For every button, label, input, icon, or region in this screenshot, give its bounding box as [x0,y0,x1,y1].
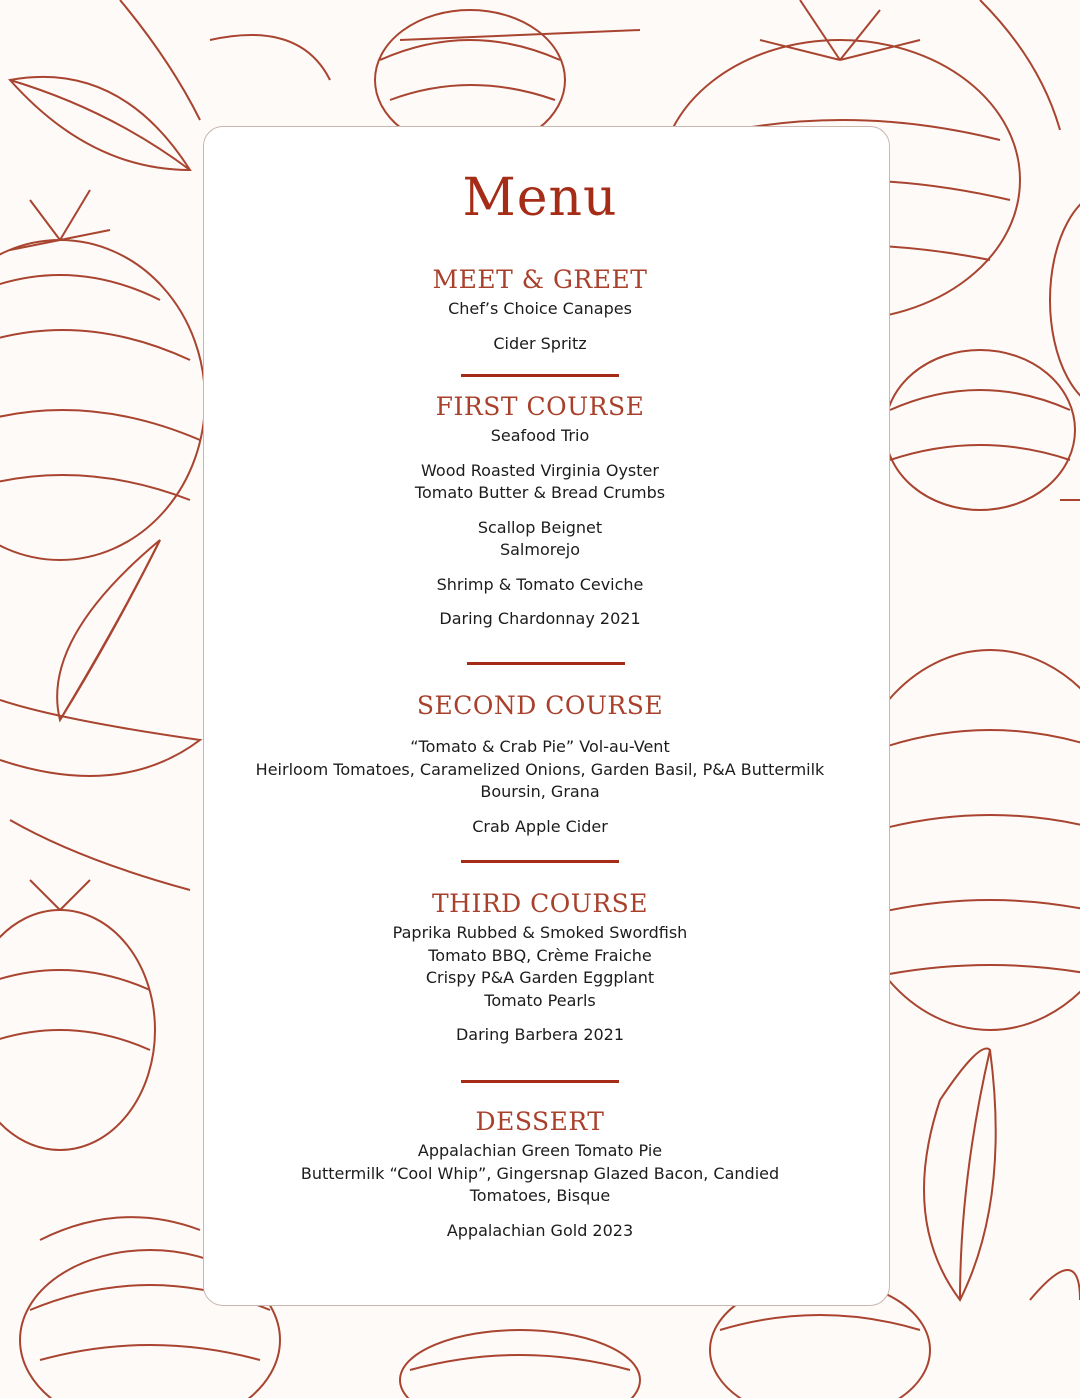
section-third-course [0,886,1080,1059]
section-heading: SECOND COURSE [416,691,664,720]
section-meet-greet [0,262,1080,367]
menu-item [0,517,1080,562]
menu-item [0,298,1080,321]
section-dessert [0,1104,1080,1254]
menu-item [0,333,1080,356]
menu-item [0,1140,1080,1208]
item-line: Appalachian Green Tomato Pie [417,1141,663,1160]
section-heading: DESSERT [475,1107,605,1136]
menu-item [0,425,1080,448]
item-line: Crispy P&A Garden Eggplant [425,968,655,987]
item-line: Wood Roasted Virginia Oyster [421,460,659,480]
item-line: Boursin, Grana [480,782,600,801]
item-line: Daring Barbera 2021 [455,1025,625,1044]
item-line: Shrimp & Tomato Ceviche [436,574,644,594]
leaf-illustration [10,0,200,170]
menu-item [0,1220,1080,1243]
menu-item [0,608,1080,631]
item-line: Chef’s Choice Canapes [448,299,632,318]
menu-item [0,922,1080,1012]
item-line: Tomato Butter & Bread Crumbs [414,483,666,502]
tomato-illustration [400,1330,640,1398]
section-divider [461,374,619,377]
menu-item [0,1024,1080,1047]
section-heading: MEET & GREET [432,265,648,294]
item-line: Crab Apple Cider [472,816,608,836]
item-line: “Tomato & Crab Pie” Vol-au-Vent [410,737,670,756]
menu-item [0,460,1080,505]
section-divider [461,1080,619,1083]
section-divider [467,662,625,665]
section-heading: FIRST COURSE [435,392,645,421]
item-line: Salmorejo [499,540,581,559]
item-line: Tomato Pearls [484,990,596,1010]
menu-item [0,574,1080,597]
item-line: Heirloom Tomatoes, Caramelized Onions, Garden Basil, P&A Buttermilk [255,759,825,779]
menu-item [0,736,1080,804]
item-line: Tomatoes, Bisque [469,1186,611,1205]
section-second-course [0,688,1080,850]
item-line: Buttermilk “Cool Whip”, Gingersnap Glazed Bacon, Candied [300,1163,780,1183]
item-line: Paprika Rubbed & Smoked Swordfish [392,923,688,942]
section-divider [461,860,619,863]
menu-title: Menu [462,168,618,228]
section-heading: THIRD COURSE [431,889,649,918]
item-line: Scallop Beignet [477,517,603,537]
section-first-course [0,389,1080,643]
item-line: Appalachian Gold 2023 [446,1220,634,1240]
item-line: Seafood Trio [490,426,590,445]
item-line: Cider Spritz [493,333,587,353]
menu-item [0,816,1080,839]
item-line: Tomato BBQ, Crème Fraiche [428,945,652,965]
item-line: Daring Chardonnay 2021 [439,609,641,628]
